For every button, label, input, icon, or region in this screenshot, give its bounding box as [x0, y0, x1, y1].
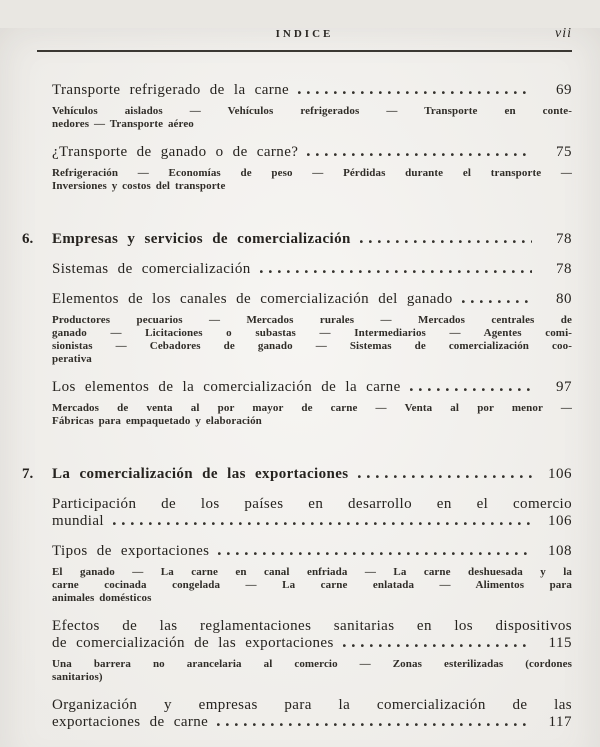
description-line: Refrigeración — Economías de peso — Pérdidas durante el transporte —: [52, 167, 572, 179]
entry-page-number: 80: [556, 291, 572, 307]
toc-description: [52, 314, 572, 366]
description-line: nedores — Transporte aéreo: [52, 118, 194, 130]
description-line: Productores pecuarios — Mercados rurales — Mercados centrales de: [52, 314, 572, 326]
entry-title: mundial: [52, 513, 104, 529]
toc-description: [52, 105, 572, 131]
entry-page-number: 78: [556, 231, 572, 247]
entry-page-number: 115: [548, 635, 572, 651]
entry-last-line: [52, 543, 572, 560]
dot-leader-icon: [260, 270, 532, 273]
entry-title: de comercialización de las exportaciones: [52, 635, 334, 651]
dot-leader-icon: [217, 723, 532, 726]
entry-page-number: 106: [548, 513, 572, 529]
entry-page-number: 78: [556, 261, 572, 277]
entry-title-line: Participación de los países en desarrollo en el comercio: [52, 496, 572, 512]
toc-description: [52, 167, 572, 193]
page-title: INDICE: [275, 28, 334, 40]
entry-last-line: [52, 261, 572, 278]
toc-entry: [52, 144, 572, 161]
entry-title: Transporte refrigerado de la carne: [52, 82, 290, 98]
entry-last-line: [52, 144, 572, 161]
running-head: [37, 28, 572, 52]
dot-leader-icon: [113, 522, 532, 525]
description-line: sanitarios): [52, 671, 103, 683]
toc-entry: [52, 291, 572, 308]
dot-leader-icon: [343, 644, 532, 647]
toc-description: [52, 402, 572, 428]
dot-leader-icon: [358, 475, 532, 478]
entry-last-line: [52, 291, 572, 308]
toc-description: [52, 566, 572, 605]
entry-title: Sistemas de comercialización: [52, 261, 251, 277]
toc-chapter-entry: [22, 231, 572, 248]
dot-leader-icon: [307, 153, 532, 156]
toc-list: [22, 82, 572, 731]
entry-title: Elementos de los canales de comercialización del ganado: [52, 291, 453, 307]
entry-title: Los elementos de la comercialización de la carne: [52, 379, 401, 395]
toc-entry: [52, 697, 572, 731]
dot-leader-icon: [462, 300, 532, 303]
entry-page-number: 117: [548, 714, 572, 730]
entry-page-number: 106: [548, 466, 572, 482]
entry-last-line: [52, 513, 572, 530]
dot-leader-icon: [360, 240, 532, 243]
entry-last-line: [52, 82, 572, 99]
entry-title: Tipos de exportaciones: [52, 543, 210, 559]
entry-title: Empresas y servicios de comercialización: [52, 231, 351, 247]
entry-last-line: [52, 466, 572, 483]
description-line: Una barrera no arancelaria al comercio — Zonas esterilizadas (cordones: [52, 658, 572, 670]
dot-leader-icon: [298, 91, 532, 94]
dot-leader-icon: [410, 388, 532, 391]
entry-last-line: [52, 714, 572, 731]
chapter-number: 6.: [22, 231, 34, 247]
toc-entry: [52, 379, 572, 396]
entry-title-line: Organización y empresas para la comercialización de las: [52, 697, 572, 713]
toc-chapter-entry: [22, 466, 572, 483]
entry-title: exportaciones de carne: [52, 714, 209, 730]
description-line: Mercados de venta al por mayor de carne — Venta al por menor —: [52, 402, 572, 414]
entry-page-number: 97: [556, 379, 572, 395]
book-page: [0, 28, 600, 747]
folio-roman-numeral: vii: [555, 26, 572, 41]
entry-page-number: 69: [556, 82, 572, 98]
chapter-number: 7.: [22, 466, 34, 482]
description-line: Vehículos aislados — Vehículos refrigerados — Transporte en conte-: [52, 105, 572, 117]
entry-title-line: Efectos de las reglamentaciones sanitarias en los dispositivos: [52, 618, 572, 634]
entry-last-line: [52, 635, 572, 652]
description-line: sionistas — Cebadores de ganado — Sistemas de comercialización coo-: [52, 340, 572, 352]
toc-description: [52, 658, 572, 684]
description-line: Fábricas para empaquetado y elaboración: [52, 415, 262, 427]
toc-entry: [52, 618, 572, 652]
entry-last-line: [52, 379, 572, 396]
entry-last-line: [52, 231, 572, 248]
entry-page-number: 75: [556, 144, 572, 160]
description-line: Inversiones y costos del transporte: [52, 180, 226, 192]
toc-entry: [52, 82, 572, 99]
entry-title: ¿Transporte de ganado o de carne?: [52, 144, 299, 160]
toc-entry: [52, 496, 572, 530]
description-line: carne cocinada congelada — La carne enlatada — Alimentos para: [52, 579, 572, 591]
toc-entry: [52, 543, 572, 560]
entry-page-number: 108: [548, 543, 572, 559]
entry-title: La comercialización de las exportaciones: [52, 466, 349, 482]
toc-entry: [52, 261, 572, 278]
description-line: El ganado — La carne en canal enfriada — La carne deshuesada y la: [52, 566, 572, 578]
description-line: ganado — Licitaciones o subastas — Intermediarios — Agentes comi-: [52, 327, 572, 339]
description-line: animales domésticos: [52, 592, 152, 604]
dot-leader-icon: [218, 552, 532, 555]
description-line: perativa: [52, 353, 92, 365]
